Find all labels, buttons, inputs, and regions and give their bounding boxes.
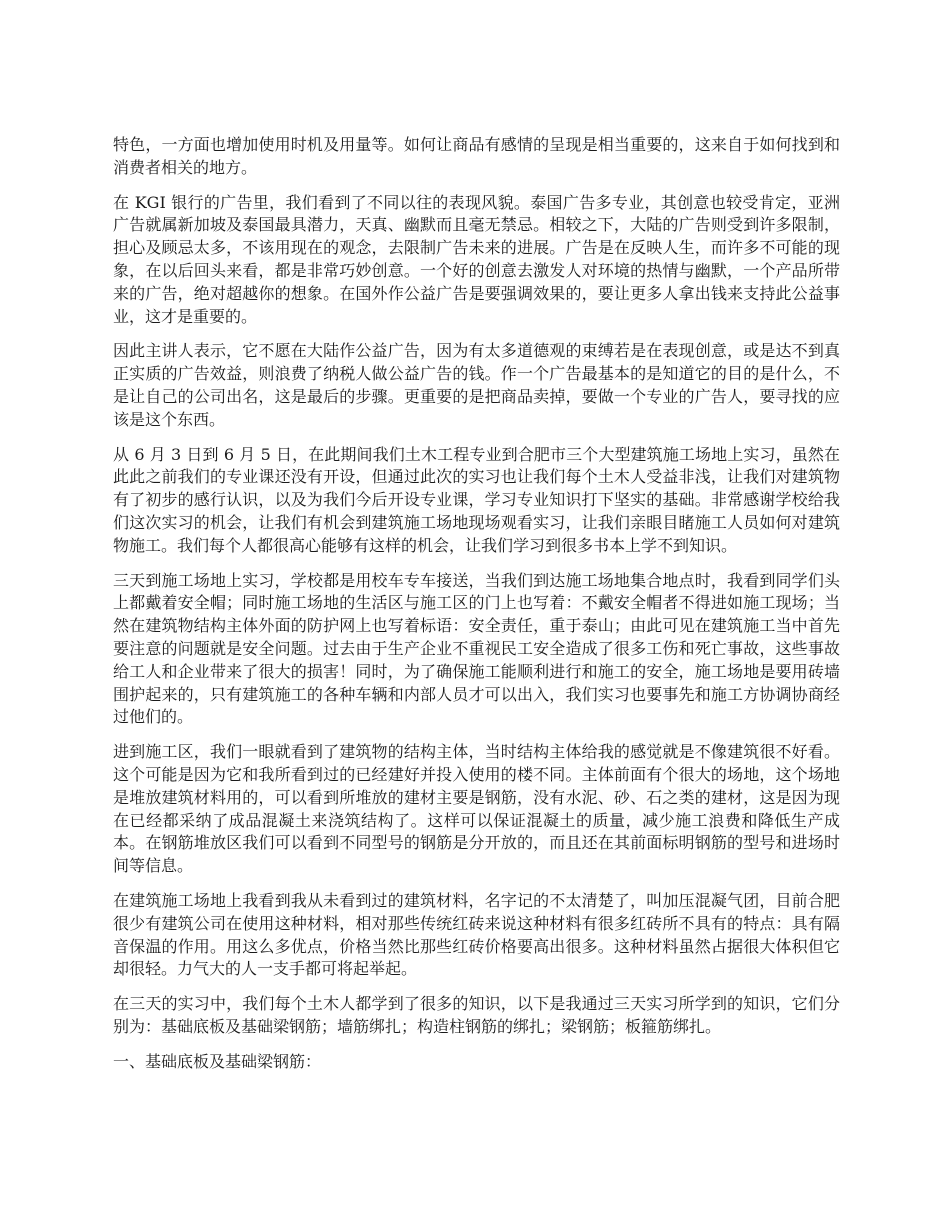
paragraph: 因此主讲人表示，它不愿在大陆作公益广告，因为有太多道德观的束缚若是在表现创意，或是达不到真正实质的广告效益，则浪费了纳税人做公益广告的钱。作一个广告最基本的是知道它的目的是什么，不是让自己的公司出名，这是最后的步骤。更重要的是把商品卖掉，要做一个专业的广告人，要寻找的应该是这个东西。	[113, 341, 840, 429]
paragraph: 在三天的实习中，我们每个土木人都学到了很多的知识，以下是我通过三天实习所学到的知识，它们分别为：基础底板及基础梁钢筋；墙筋绑扎；构造柱钢筋的绑扎；梁钢筋；板箍筋绑扎。	[113, 994, 840, 1036]
document-body	[113, 134, 840, 1085]
paragraph: 在 KGI 银行的广告里，我们看到了不同以往的表现风貌。泰国广告多专业，其创意也较受肯定，亚洲广告就属新加坡及泰国最具潜力，天真、幽默而且毫无禁忌。相较之下，大陆的广告则受到许多限制，担心及顾忌太多，不该用现在的观念，去限制广告未来的进展。广告是在反映人生，而许多不可能的现象，在以后回头来看，都是非常巧妙创意。一个好的创意去激发人对环境的热情与幽默，一个产品所带来的广告，绝对超越你的想象。在国外作公益广告是要强调效果的，要让更多人拿出钱来支持此公益事业，这才是重要的。	[113, 192, 840, 326]
paragraph: 进到施工区，我们一眼就看到了建筑物的结构主体，当时结构主体给我的感觉就是不像建筑很不好看。这个可能是因为它和我所看到过的已经建好并投入使用的楼不同。主体前面有个很大的场地，这个场地是堆放建筑材料用的，可以看到所堆放的建材主要是钢筋，没有水泥、砂、石之类的建材，这是因为现在已经都采纳了成品混凝土来浇筑结构了。这样可以保证混凝土的质量，减少施工浪费和降低生产成本。在钢筋堆放区我们可以看到不同型号的钢筋是分开放的，而且还在其前面标明钢筋的型号和进场时间等信息。	[113, 742, 840, 876]
paragraph: 从 6 月 3 日到 6 月 5 日，在此期间我们土木工程专业到合肥市三个大型建筑施工场地上实习，虽然在此此之前我们的专业课还没有开设，但通过此次的实习也让我们每个土木人受益非浅，让我们对建筑物有了初步的感行认识，以及为我们今后开设专业课，学习专业知识打下坚实的基础。非常感谢学校给我们这次实习的机会，让我们有机会到建筑施工场地现场观看实习，让我们亲眼目睹施工人员如何对建筑物施工。我们每个人都很高心能够有这样的机会，让我们学习到很多书本上学不到知识。	[113, 444, 840, 555]
paragraph: 在建筑施工场地上我看到我从未看到过的建筑材料，名字记的不太清楚了，叫加压混凝气团，目前合肥很少有建筑公司在使用这种材料，相对那些传统红砖来说这种材料有很多红砖所不具有的特点：具有隔音保温的作用。用这么多优点，价格当然比那些红砖价格要高出很多。这种材料虽然占据很大体积但它却很轻。力气大的人一支手都可将起举起。	[113, 890, 840, 979]
paragraph: 特色，一方面也增加使用时机及用量等。如何让商品有感情的呈现是相当重要的，这来自于如何找到和消费者相关的地方。	[113, 135, 840, 177]
paragraph: 三天到施工场地上实习，学校都是用校车专车接送，当我们到达施工场地集合地点时，我看到同学们头上都戴着安全帽；同时施工场地的生活区与施工区的门上也写着：不戴安全帽者不得进如施工现场；当然在建筑物结构主体外面的防护网上也写着标语：安全责任，重于泰山；由此可见在建筑施工当中首先要注意的问题就是安全问题。过去由于生产企业不重视民工安全造成了很多工伤和死亡事故，这些事故给工人和企业带来了很大的损害！同时，为了确保施工能顺利进行和施工的安全，施工场地是要用砖墙围护起来的，只有建筑施工的各种车辆和内部人员才可以出入，我们实习也要事先和施工方协调协商经过他们的。	[113, 570, 840, 727]
section-heading: 一、基础底板及基础梁钢筋：	[113, 1051, 322, 1071]
